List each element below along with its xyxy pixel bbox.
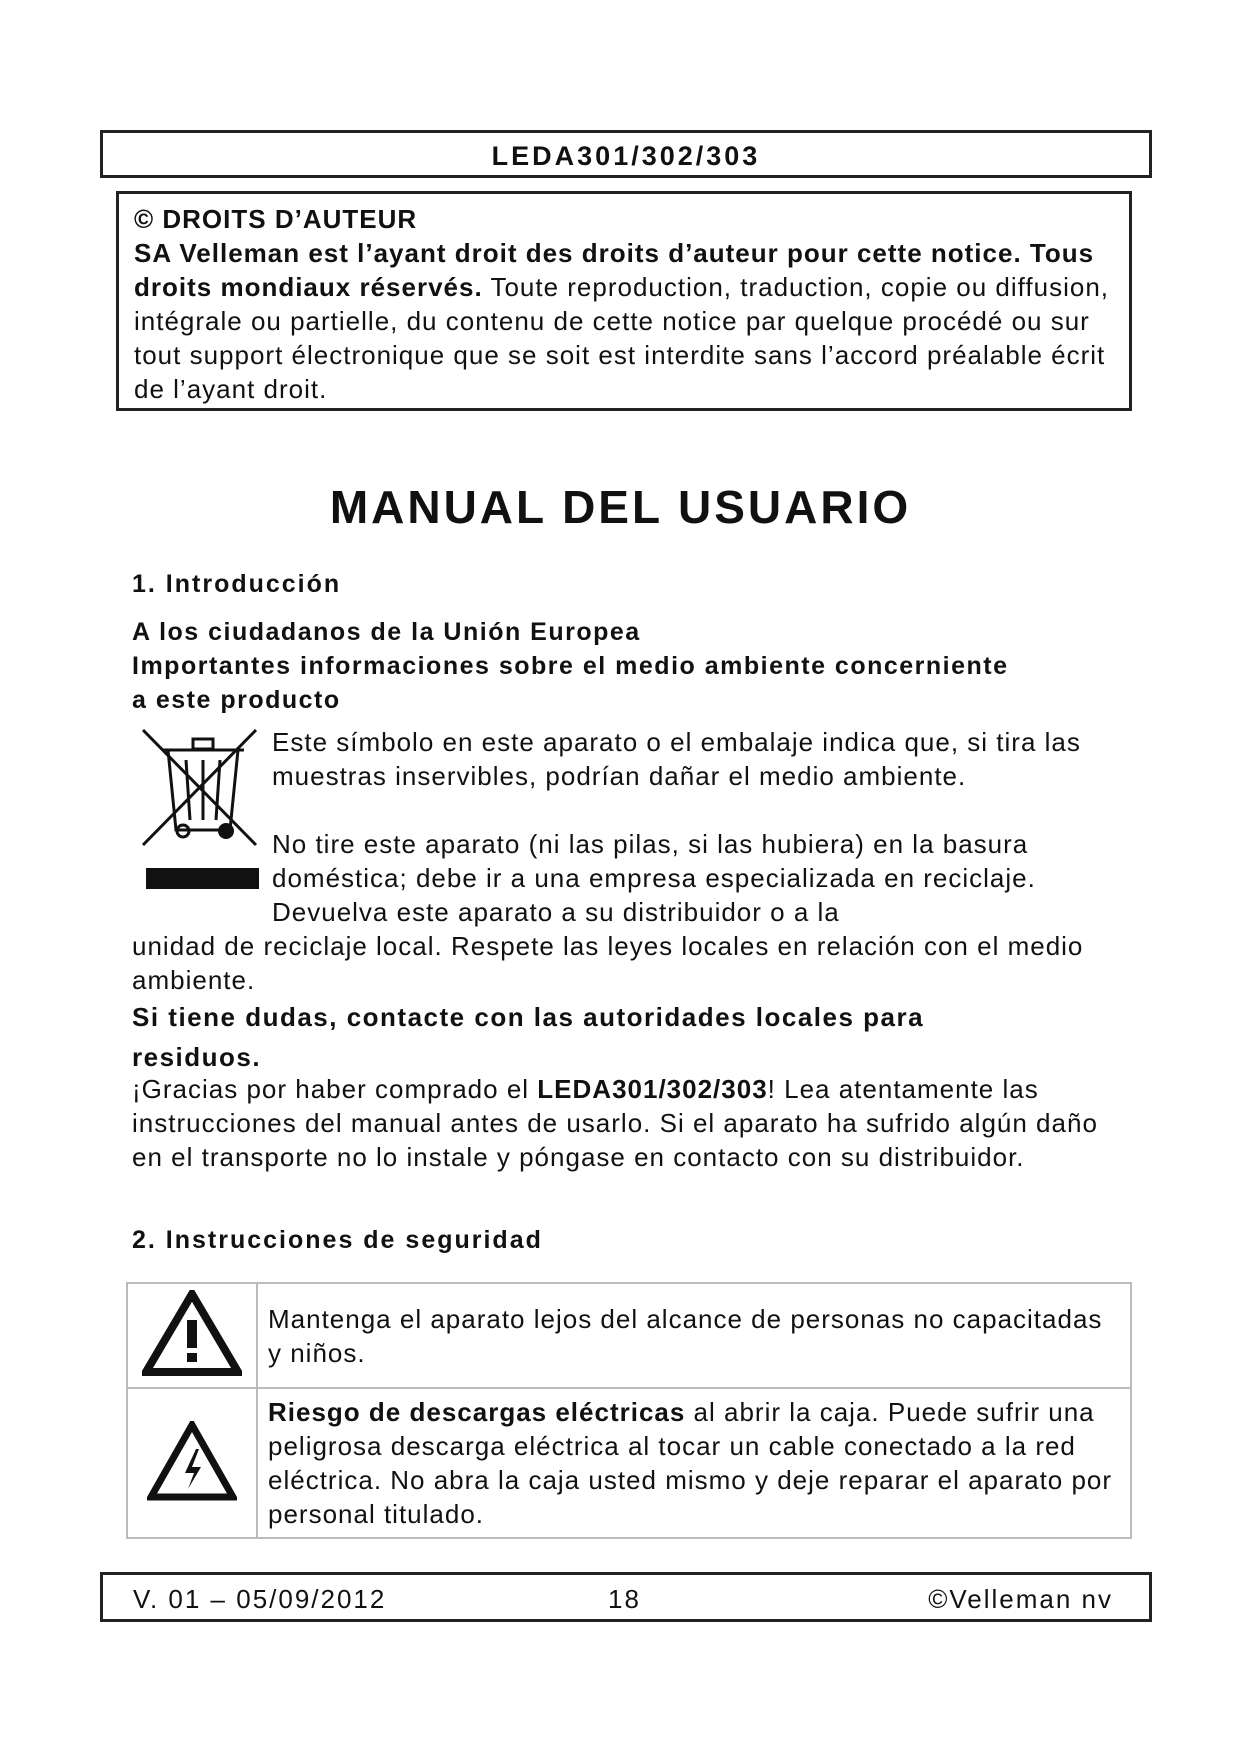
safety-row	[127, 1388, 1131, 1538]
page-header	[100, 130, 1152, 178]
intro-subheading-eu: A los ciudadanos de la Unión Europea	[132, 618, 641, 646]
warning-triangle-icon	[142, 1363, 242, 1380]
safety-table	[126, 1282, 1132, 1539]
safety-icon-cell	[127, 1388, 257, 1538]
electric-shock-icon	[147, 1488, 237, 1505]
copyright-text: Toute reproduction, traduction, copie ou diffusion, intégrale ou partielle, du contenu de cette notice par quelque procédé ou sur tout support électronique que se soit est interdite sans l’accord préalable écrit de l’ayant droit.	[134, 272, 1109, 404]
thanks-post: ! Lea atentamente las instrucciones del manual antes de usarlo. Si el aparato ha sufrido algún daño en el transporte no lo instale y póngase en contacto con su distribuidor.	[132, 1074, 1098, 1172]
safety-text-2	[257, 1388, 1131, 1538]
copyright-body	[134, 236, 1117, 406]
thanks-model: LEDA301/302/303	[537, 1074, 768, 1104]
footer-copyright: ©Velleman nv	[928, 1584, 1113, 1614]
copyright-bold-text: SA Velleman est l’ayant droit des droits d’auteur pour cette notice. Tous droits mondiaux réservés.	[134, 238, 1095, 302]
safety-text-1: Mantenga el aparato lejos del alcance de personas no capacitadas y niños.	[257, 1283, 1131, 1388]
safety-text-2-bold: Riesgo de descargas eléctricas	[268, 1397, 686, 1427]
page-title: MANUAL DEL USUARIO	[329, 481, 912, 533]
intro-subheading	[132, 615, 1112, 717]
thanks-pre: ¡Gracias por haber comprado el	[132, 1074, 538, 1104]
footer-page-number: 18	[608, 1584, 641, 1614]
copyright-heading: © DROITS D’AUTEUR	[134, 204, 418, 234]
bold-notice: Si tiene dudas, contacte con las autoridades locales para residuos.	[132, 1002, 925, 1072]
safety-heading: 2. Instrucciones de seguridad	[132, 1226, 543, 1254]
page-footer	[100, 1572, 1152, 1622]
intro-heading: 1. Introducción	[132, 570, 342, 598]
intro-subheading-env: Importantes informaciones sobre el medio ambiente concerniente a este producto	[132, 652, 1009, 714]
thanks-paragraph	[132, 1072, 1112, 1174]
safety-text-2-body: al abrir la caja. Puede sufrir una peligrosa descarga eléctrica al tocar un cable conectado a la red eléctrica. No abra la caja usted mismo y deje reparar el aparato por personal titulado.	[268, 1397, 1113, 1529]
weee-paragraph-2a: No tire este aparato (ni las pilas, si las hubiera) en la basura doméstica; debe ir a una empresa especializada en reciclaje. Devuelva este aparato a su distribuidor o a la	[272, 829, 1036, 927]
footer-version: V. 01 – 05/09/2012	[133, 1584, 387, 1614]
copyright-box	[116, 191, 1132, 411]
weee-paragraph-1: Este símbolo en este aparato o el embalaje indica que, si tira las muestras inservibles, podrían dañar el medio ambiente.	[272, 727, 1081, 791]
weee-symbol-icon	[138, 725, 268, 900]
weee-paragraph-2b: unidad de reciclaje local. Respete las leyes locales en relación con el medio ambiente.	[132, 931, 1084, 995]
safety-row	[127, 1283, 1131, 1388]
header-model: LEDA301/302/303	[491, 141, 761, 171]
safety-icon-cell	[127, 1283, 257, 1388]
